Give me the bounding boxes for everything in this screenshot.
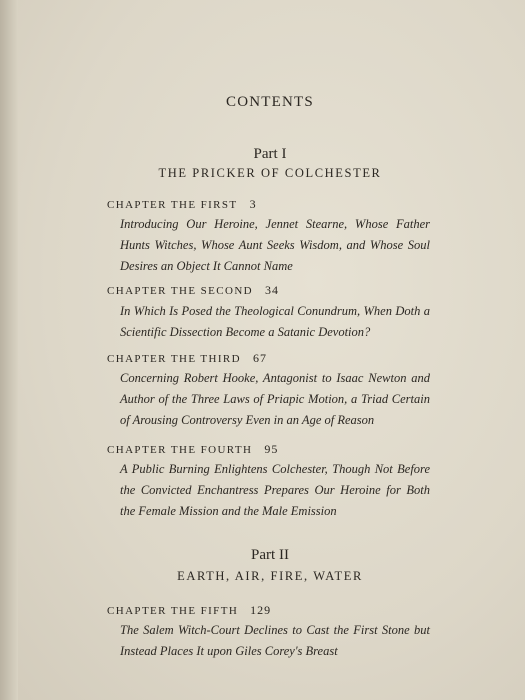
part-2-title: EARTH, AIR, FIRE, WATER [177, 569, 363, 583]
chapter-1-page: 3 [249, 197, 257, 211]
chapter-2-description: In Which Is Posed the Theological Conundrum, When Doth a Scientific Dissection Become a Satanic Devotion? [120, 304, 430, 339]
chapter-4-title: CHAPTER THE FOURTH [107, 444, 253, 456]
chapter-1-heading [107, 197, 257, 212]
chapter-5-heading [107, 603, 271, 618]
chapter-2-page: 34 [265, 283, 280, 297]
chapter-3-page: 67 [253, 351, 268, 365]
chapter-5-page: 129 [250, 603, 272, 617]
chapter-3-description: Concerning Robert Hooke, Antagonist to Isaac Newton and Author of the Three Laws of Priapic Motion, a Triad Certain of Arousing Controversy Even in an Age of Reason [120, 371, 430, 427]
chapter-3-title: CHAPTER THE THIRD [107, 353, 242, 365]
chapter-4-description: A Public Burning Enlightens Colchester, Though Not Before the Convicted Enchantress Prepares Our Heroine for Both the Female Mission and the Male Emission [120, 462, 430, 518]
chapter-4-heading [107, 442, 278, 457]
chapter-2-title: CHAPTER THE SECOND [107, 285, 254, 297]
part-2-label: Part II [251, 547, 289, 563]
chapter-4-page: 95 [264, 442, 279, 456]
chapter-1-description: Introducing Our Heroine, Jennet Stearne, Whose Father Hunts Witches, Whose Aunt Seeks Wisdom, and Whose Soul Desires an Object It Cannot Name [120, 217, 430, 273]
part-1-label: Part I [253, 146, 287, 162]
chapter-3-heading [107, 351, 267, 366]
chapter-2-heading [107, 283, 279, 298]
chapter-1-title: CHAPTER THE FIRST [107, 199, 238, 211]
chapter-5-description: The Salem Witch-Court Declines to Cast the First Stone but Instead Places It upon Giles Corey's Breast [120, 623, 430, 658]
contents-heading: CONTENTS [226, 94, 314, 110]
part-1-title: THE PRICKER OF COLCHESTER [158, 166, 382, 180]
chapter-5-title: CHAPTER THE FIFTH [107, 605, 239, 617]
